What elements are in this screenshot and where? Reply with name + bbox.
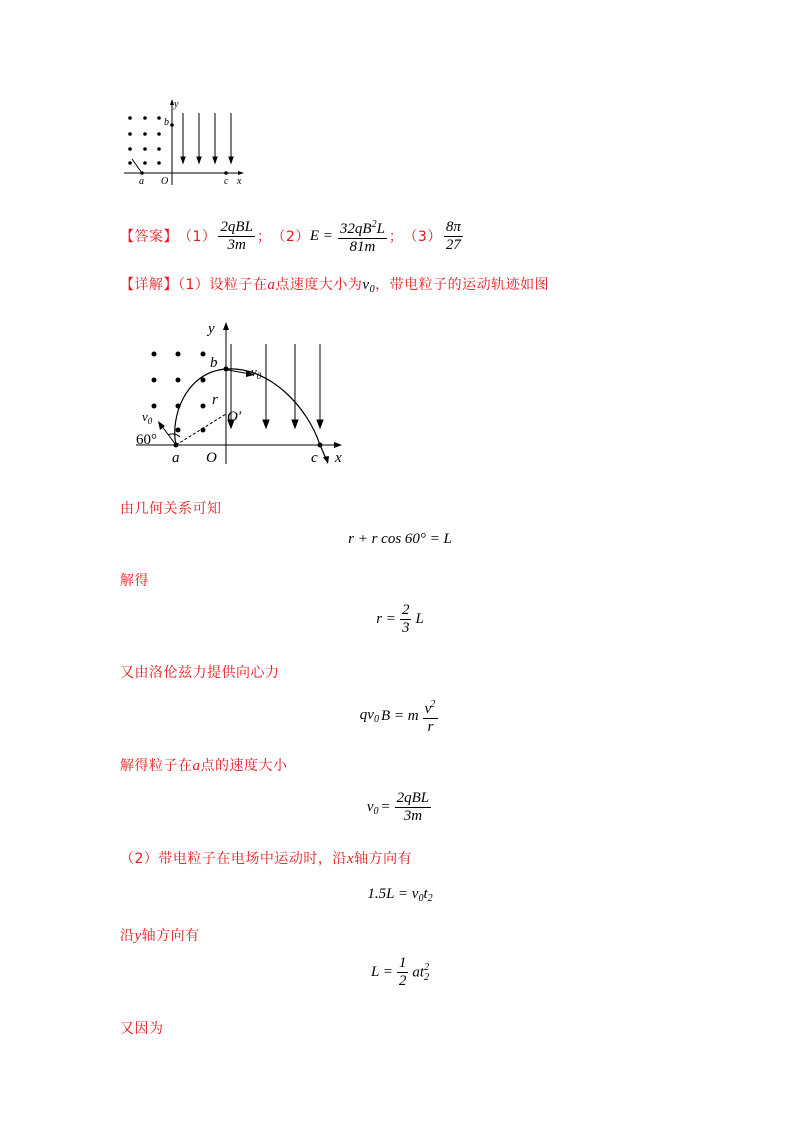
label-o-large: O <box>206 450 217 466</box>
answer3-fraction: $\frac{8\pi}{27}$ <box>445 218 461 253</box>
magnetic-field-dots <box>128 116 161 165</box>
equation-lorentz: $qv_0$ B = m $\frac{v^2}{r}$ <box>0 696 800 736</box>
label-o: O <box>161 176 169 187</box>
step-geometry-text: 由几何关系可知 <box>120 501 222 517</box>
equation-velocity: $v_0$ = $\frac{\text{2qBL}}{3m}$ <box>366 790 430 824</box>
label-x: x <box>237 176 242 187</box>
answer2-lhs: E = <box>309 227 333 244</box>
answer-sep1: ； <box>256 229 272 245</box>
particle-trajectory <box>175 369 327 461</box>
equation-x-motion: $1.5L = v_0t_2$ <box>367 886 433 904</box>
velocity-arrow <box>132 159 142 173</box>
point-c-large <box>318 443 323 448</box>
label-v0-top: $v_0$ <box>251 364 262 381</box>
point-a <box>140 171 144 175</box>
label-y: y <box>174 99 179 110</box>
point-b-large <box>224 367 229 372</box>
answer-part2-label: （2） <box>271 229 310 245</box>
step-lorentz-text: 又由洛伦兹力提供向心力 <box>120 665 280 681</box>
trajectory-diagram <box>130 318 355 468</box>
electric-field-arrows <box>181 113 233 163</box>
step-because-text: 又因为 <box>120 1021 164 1037</box>
answer2-fraction: $\frac{32qB^2L}{81m}$ <box>338 216 387 256</box>
equation-radius: r = $\frac{2}{3}$ L <box>376 602 424 636</box>
answer-tag: 【答案】 <box>120 229 178 245</box>
point-a-large <box>174 443 179 448</box>
label-c: c <box>224 176 229 187</box>
point-c <box>224 171 228 175</box>
magnetic-field-dots-large <box>152 352 206 433</box>
label-b-large: b <box>210 355 218 371</box>
label-v0-left: $v_0$ <box>142 409 153 426</box>
equation-y-motion: L = $\frac{1}{2}$ at 2 2 <box>370 955 430 989</box>
label-b: b <box>164 117 169 128</box>
step-y-direction-text: 沿y轴方向有 <box>120 928 200 944</box>
label-a-large: a <box>172 450 180 466</box>
step-solve-text: 解得 <box>120 573 149 589</box>
answer-line <box>120 216 465 256</box>
step-x-direction-text: （2）带电粒子在电场中运动时，沿x轴方向有 <box>120 851 413 867</box>
point-b <box>170 123 174 127</box>
label-angle: 60° <box>136 432 157 448</box>
answer-part3-label: （3） <box>403 229 442 245</box>
step-velocity-text: 解得粒子在a点的速度大小 <box>120 758 288 774</box>
detail-tag: 【详解】 <box>120 277 178 293</box>
answer1-fraction: $\frac{\text{2qBL}}{3m}$ <box>220 218 253 253</box>
label-r: r <box>212 392 218 408</box>
label-y-large: y <box>208 321 215 337</box>
label-o-prime: O′ <box>227 409 242 425</box>
label-a: a <box>139 176 144 187</box>
equation-geometry: r + r cos 60° = L <box>348 531 452 547</box>
detail-line: 【详解】（1）设粒子在a点速度大小为$v_0$，带电粒子的运动轨迹如图 <box>120 277 550 295</box>
answer-sep2: ； <box>388 229 404 245</box>
electric-field-arrows-large <box>228 344 323 428</box>
small-field-diagram <box>120 95 250 187</box>
answer-part1-label: （1） <box>178 229 217 245</box>
label-x-large: x <box>335 450 342 466</box>
label-c-large: c <box>311 450 318 466</box>
